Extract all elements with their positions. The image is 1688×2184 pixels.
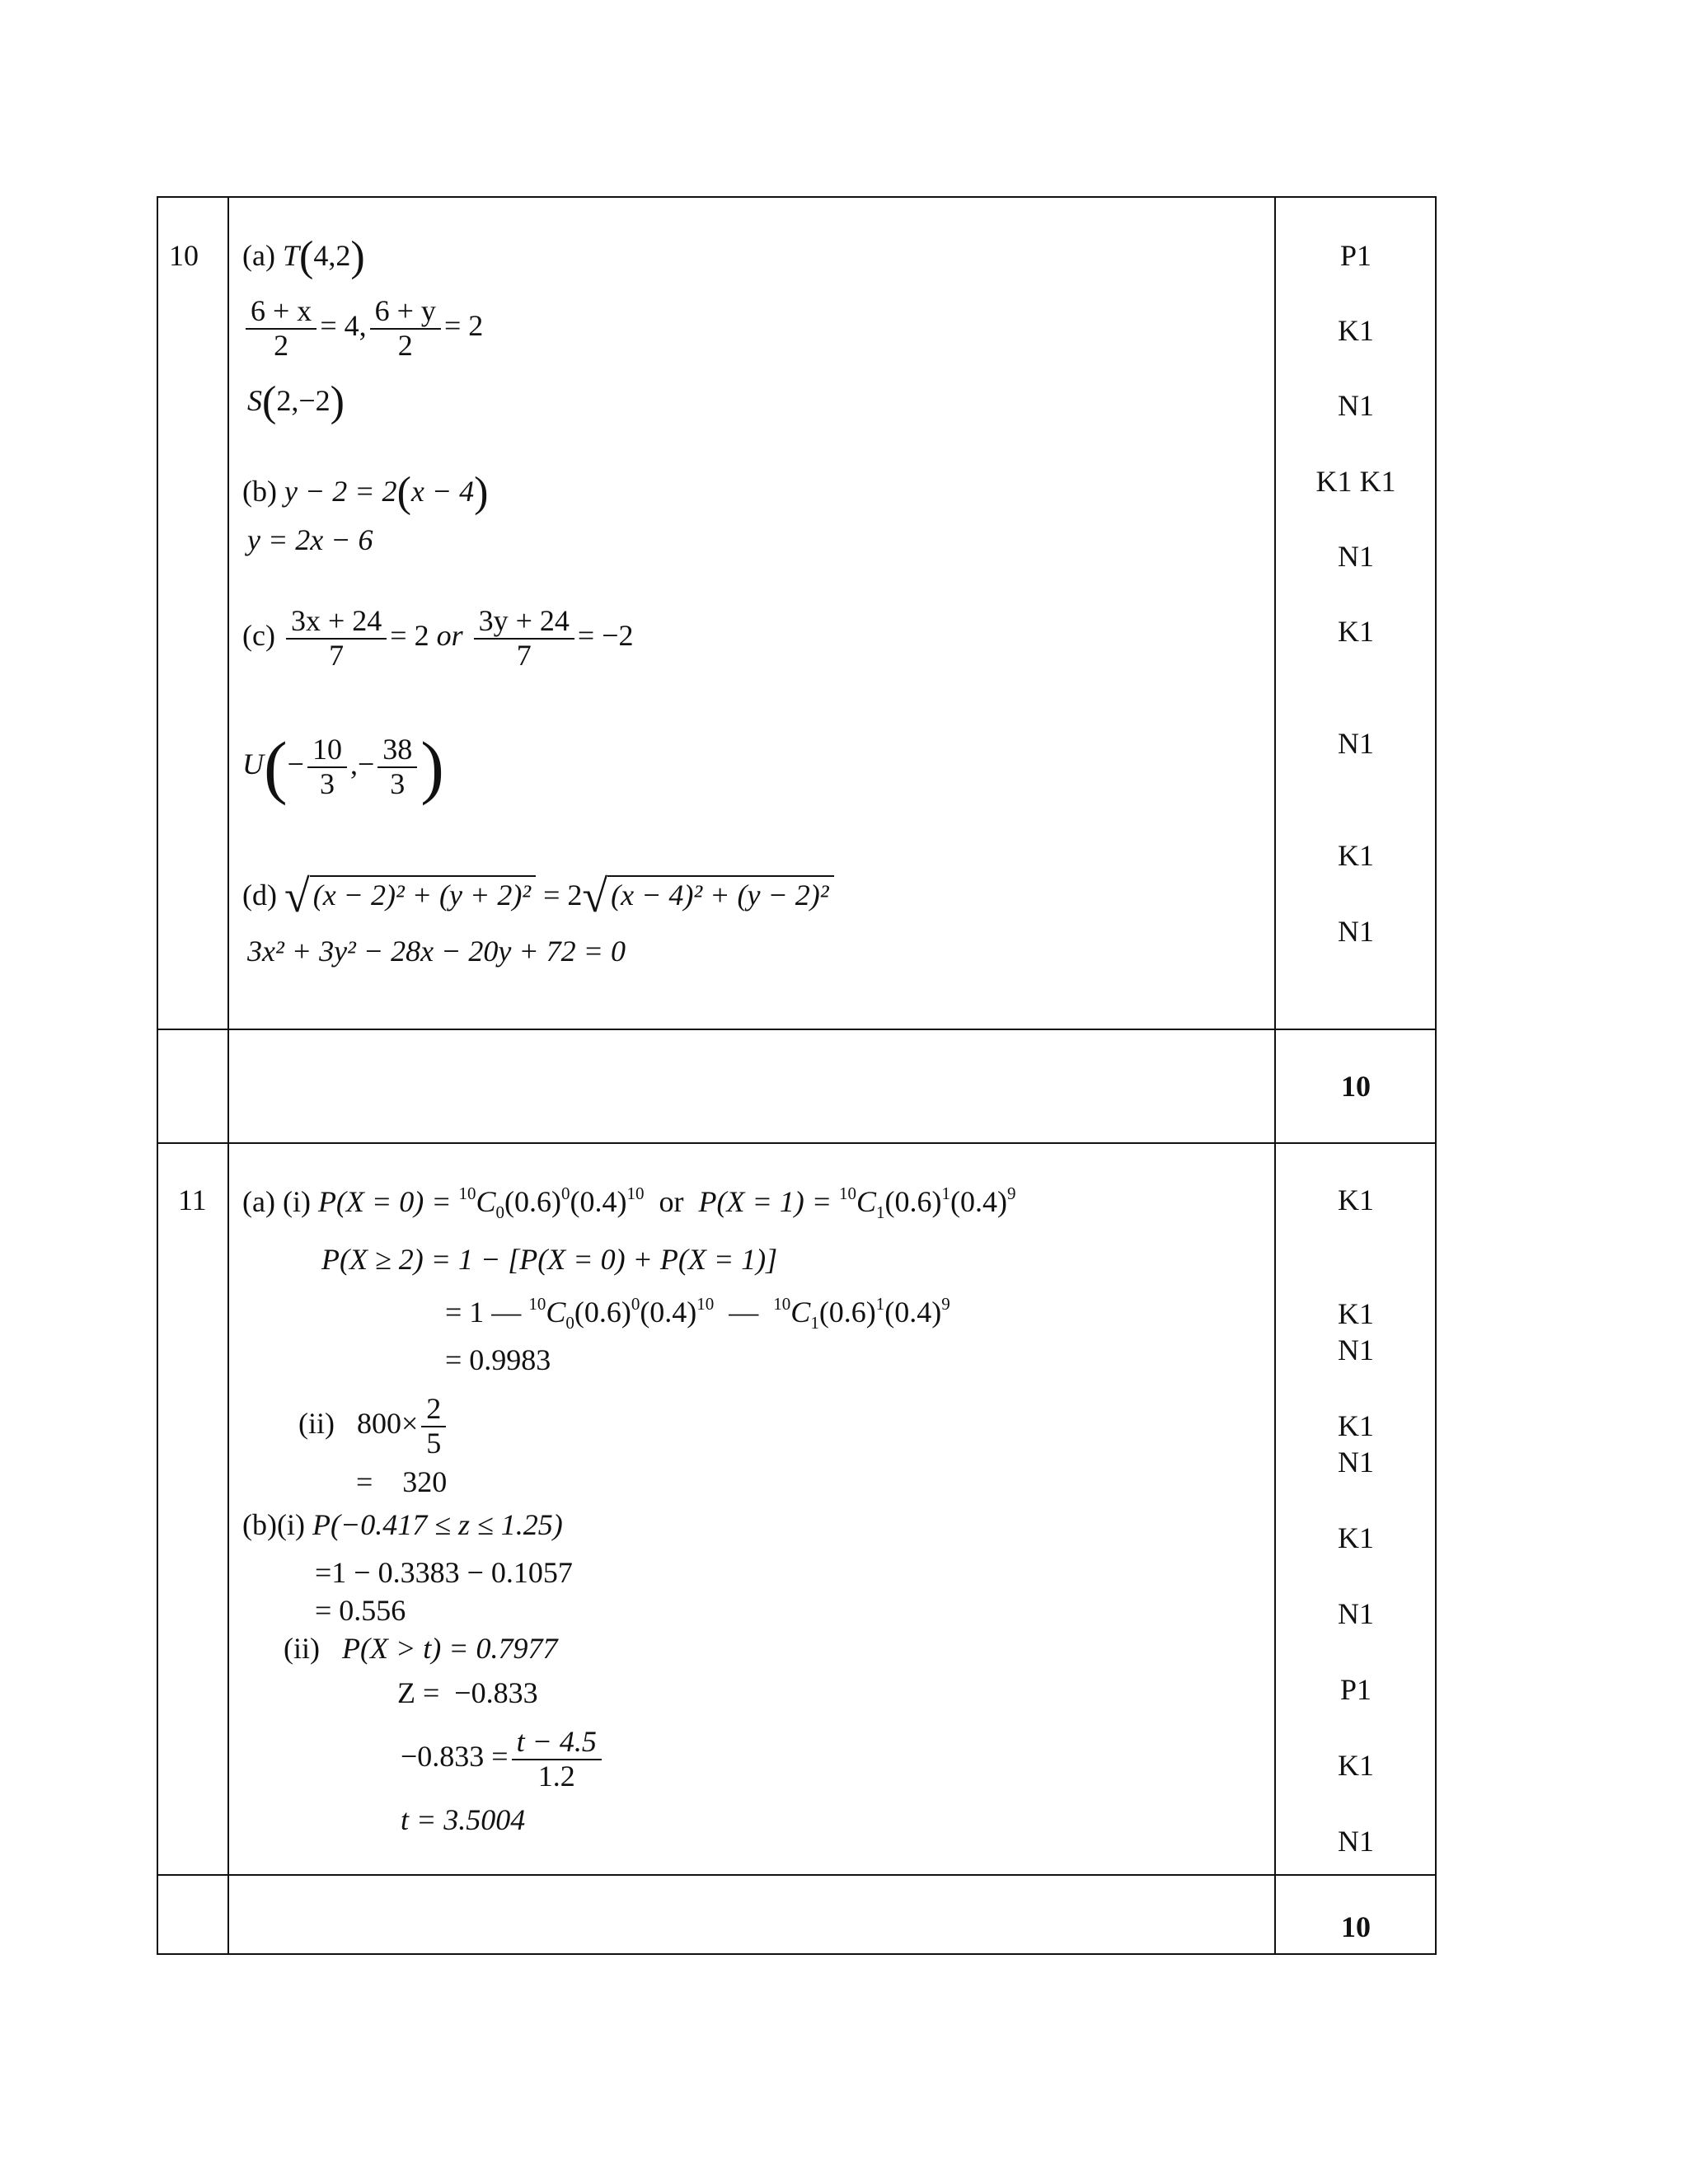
- q11-a-i-line4: = 0.9983: [445, 1343, 551, 1376]
- table-border-left: [157, 196, 158, 1955]
- q11-a-ii-line1: [298, 1393, 449, 1460]
- q11-b-ii-num: t − 4.5: [512, 1726, 602, 1760]
- q10-c-frac2-num: 3y + 24: [474, 605, 574, 640]
- q10-mark-5: N1: [1338, 540, 1374, 573]
- q11-a-ii-num: 2: [421, 1393, 446, 1427]
- q11-b-i-line2: =1 − 0.3383 − 0.1057: [315, 1556, 573, 1589]
- q10-d-line2: 3x² + 3y² − 28x − 20y + 72 = 0: [247, 935, 626, 968]
- q10-c-U-den2: 3: [390, 766, 406, 800]
- q11-a-i-line1: (a) (i) $P(X = 0) = ^{10}C_0(0.6)^0(0.4)^{10}$ or $P(X = 1) = ^{10}C_1(0.6)^1(0.4)^9$: [242, 1183, 1016, 1222]
- q11-a-ii-label: (ii): [298, 1406, 335, 1440]
- q11-mark-9: K1: [1338, 1749, 1374, 1782]
- q11-a-i-p0: P(X = 0) =: [317, 1185, 452, 1218]
- column-divider-number: [227, 196, 229, 1955]
- q10-mark-8: K1: [1338, 839, 1374, 872]
- q11-mark-1: K1: [1338, 1183, 1374, 1216]
- q10-d-line1: (d) √ (x − 2)² + (y + 2)² = 2√ (x − 4)² + (y − 2)²: [242, 875, 834, 910]
- q10-c-line2: U(− $\frac{10}{3}$ ,− $\frac{38}{3}$ ): [242, 726, 444, 806]
- q10-c-U-num1: 10: [307, 733, 347, 768]
- q11-b-ii-den: 1.2: [537, 1759, 575, 1793]
- q11-b-ii-line3: [401, 1726, 605, 1793]
- table-border-top: [157, 196, 1437, 198]
- row-divider-q10-total: [157, 1029, 1437, 1030]
- q10-a-frac1-den: 2: [274, 328, 289, 362]
- q10-a-eq2: = 2: [443, 308, 484, 342]
- table-border-bottom: [157, 1953, 1437, 1955]
- q10-mark-3: N1: [1338, 389, 1374, 422]
- q11-total: 10: [1341, 1910, 1371, 1943]
- q11-a-i-line3: = 1 — $^{10}C_0(0.6)^0(0.4)^{10}$ — $^{10}C_1(0.6)^1(0.4)^9$: [445, 1294, 950, 1333]
- q11-b-ii-line1: [284, 1633, 558, 1663]
- q10-mark-9: N1: [1338, 915, 1374, 948]
- question-number-10: 10: [169, 239, 199, 272]
- question-number-11: 11: [178, 1183, 207, 1216]
- q11-a-ii-pre: 800×: [356, 1406, 419, 1440]
- q10-mark-4: K1 K1: [1315, 465, 1396, 498]
- q10-b-line2: y = 2x − 6: [247, 523, 373, 556]
- q11-mark-6: K1: [1338, 1521, 1374, 1554]
- q11-a-i-p1: P(X = 1) =: [698, 1185, 832, 1218]
- q10-c-frac1-den: 7: [329, 638, 345, 672]
- q10-a-label: (a): [242, 239, 275, 272]
- q10-c-or: or: [436, 618, 463, 652]
- q10-d-rad1: (x − 2)² + (y + 2)²: [312, 879, 532, 912]
- q10-b-line1: (b) y − 2 = 2(x − 4): [242, 469, 489, 516]
- q11-mark-4: K1: [1338, 1409, 1374, 1442]
- q10-a-line2: [242, 295, 483, 362]
- q11-mark-5: N1: [1338, 1446, 1374, 1479]
- q10-a-frac2-num: 6 + y: [370, 295, 441, 330]
- q11-b-i-prob: P(−0.417 ≤ z ≤ 1.25): [312, 1508, 563, 1541]
- q11-a-i-line2: P(X ≥ 2) = 1 − [P(X = 0) + P(X = 1)]: [321, 1243, 778, 1276]
- q11-b-i-label: (b)(i): [242, 1508, 305, 1541]
- q10-c-eq2: = −2: [577, 618, 634, 652]
- q10-c-U-den1: 3: [319, 766, 335, 800]
- row-divider-q11: [157, 1142, 1437, 1144]
- q10-a-eq1: = 4,: [320, 308, 367, 342]
- q10-mark-7: N1: [1338, 727, 1374, 760]
- q10-c-U-num2: 38: [377, 733, 417, 768]
- q10-c-U: U: [242, 747, 264, 780]
- q10-a-S: S: [247, 384, 262, 417]
- q10-c-frac2-den: 7: [516, 638, 532, 672]
- q10-b-label: (b): [242, 475, 277, 508]
- q11-mark-7: N1: [1338, 1597, 1374, 1630]
- q10-c-line1: [242, 605, 634, 672]
- q10-d-rad2: (x − 4)² + (y − 2)²: [611, 879, 829, 912]
- q10-total: 10: [1341, 1070, 1371, 1103]
- q10-d-mid: = 2: [543, 879, 583, 912]
- q10-d-label: (d): [242, 879, 277, 912]
- q10-c-frac1-num: 3x + 24: [286, 605, 387, 640]
- q11-b-ii-line2: Z = −0.833: [397, 1676, 538, 1709]
- q11-a-ii-den: 5: [426, 1426, 442, 1460]
- q11-mark-10: N1: [1338, 1825, 1374, 1858]
- q11-a-ii-line2: = 320: [356, 1465, 448, 1498]
- q11-a-i-line3-pre: = 1 —: [445, 1296, 522, 1329]
- q11-b-ii-prob: P(X > t) = 0.7977: [341, 1632, 558, 1665]
- q10-a-T: T: [282, 239, 299, 272]
- q10-mark-1: P1: [1339, 239, 1372, 272]
- q11-mark-8: P1: [1339, 1673, 1372, 1706]
- q11-mark-3: N1: [1338, 1333, 1374, 1366]
- row-divider-q11-total: [157, 1874, 1437, 1876]
- q10-a-line3: S(2,−2): [247, 378, 345, 425]
- q11-a-i-label: (a) (i): [242, 1185, 311, 1218]
- q11-b-ii-line3-pre: −0.833 =: [401, 1739, 509, 1773]
- q10-a-frac1-num: 6 + x: [246, 295, 316, 330]
- q10-b-lhs: y − 2 = 2: [284, 475, 397, 508]
- q10-mark-2: K1: [1338, 314, 1374, 347]
- q11-a-i-or: or: [659, 1185, 684, 1218]
- q10-mark-6: K1: [1338, 615, 1374, 648]
- q10-c-label: (c): [242, 618, 275, 652]
- q11-b-ii-line4: t = 3.5004: [401, 1803, 526, 1836]
- q11-b-i-line3: = 0.556: [315, 1594, 406, 1627]
- q11-b-i-line1: [242, 1510, 563, 1540]
- q10-c-eq1: = 2: [390, 618, 429, 652]
- q11-mark-2: K1: [1338, 1297, 1374, 1330]
- q10-a-T-args: 4,2: [313, 239, 351, 272]
- q11-b-ii-label: (ii): [284, 1632, 320, 1665]
- q10-b-args: x − 4: [410, 475, 475, 508]
- q10-a-S-args: 2,−2: [276, 384, 331, 417]
- q10-a-frac2-den: 2: [397, 328, 413, 362]
- q10-a-line1: (a) T(4,2): [242, 233, 365, 280]
